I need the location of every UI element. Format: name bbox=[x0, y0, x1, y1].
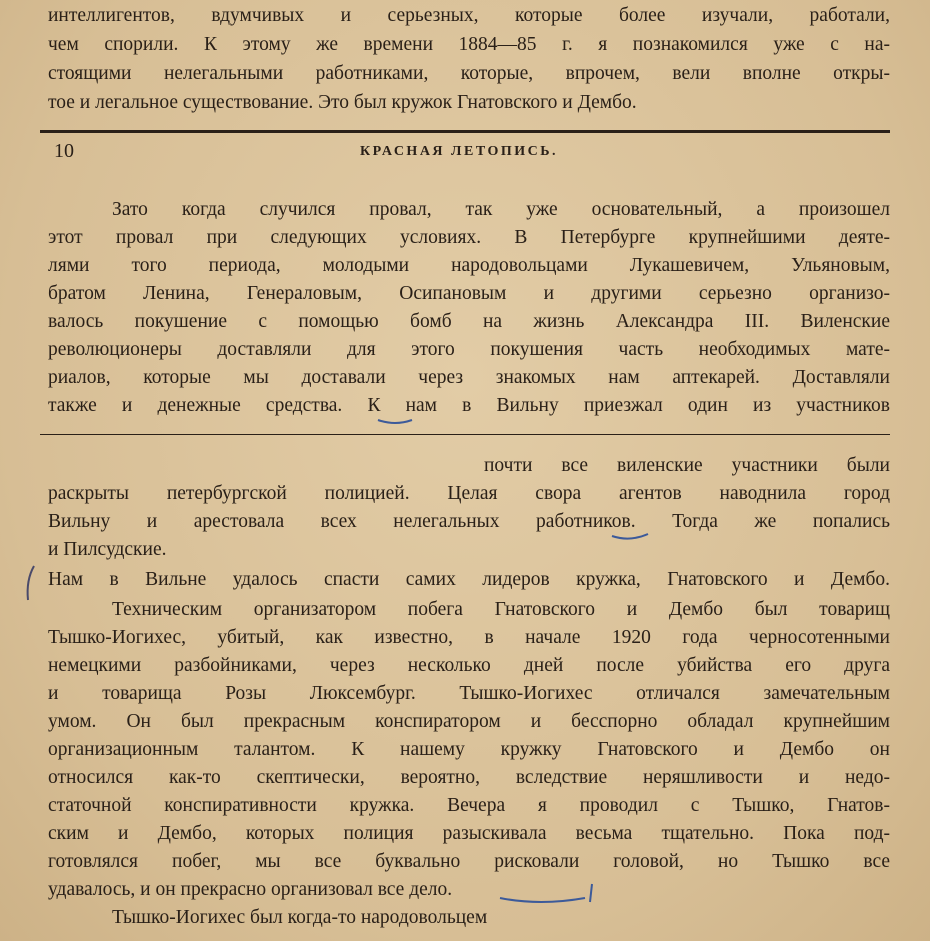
text-line: Зато когда случился провал, так уже основательный, а произошел bbox=[112, 199, 890, 220]
text-line: Техническим организатором побега Гнатовского и Дембо был товарищ bbox=[112, 599, 890, 620]
text-line: почти все виленские участники были bbox=[484, 455, 890, 476]
text-line: Нам в Вильне удалось спасти самих лидеров кружка, Гнатовского и Дембо. bbox=[48, 569, 890, 590]
text-line: относился как-то скептически, вероятно, вследствие неряшливости и недо- bbox=[48, 767, 890, 788]
text-line: риалов, которые мы доставали через знакомых нам аптекарей. Доставляли bbox=[48, 367, 890, 388]
text-line: умом. Он был прекрасным конспиратором и бесспорно обладал крупнейшим bbox=[48, 711, 890, 732]
margin-bracket-mark bbox=[28, 566, 34, 600]
text-line: Тышко-Иогихес, убитый, как известно, в начале 1920 года черносотенными bbox=[48, 627, 890, 648]
text-line: стоящими нелегальными работниками, которые, впрочем, вели вполне откры- bbox=[48, 63, 890, 84]
text-line: удавалось, и он прекрасно организовал все дело. bbox=[48, 879, 453, 900]
text-line: готовлялся побег, мы все буквально рисковали головой, но Тышко все bbox=[48, 851, 890, 872]
text-line: братом Ленина, Генераловым, Осипановым и другими серьезно организо- bbox=[48, 283, 890, 304]
text-line: раскрыты петербургской полицией. Целая свора агентов наводнила город bbox=[48, 483, 890, 504]
text-line: тое и легальное существование. Это был кружок Гнатовского и Дембо. bbox=[48, 92, 637, 113]
underline-mark bbox=[378, 420, 412, 423]
text-line: Тышко-Иогихес был когда-то народовольцем bbox=[112, 907, 488, 928]
text-line: организационным талантом. К нашему кружку Гнатовского и Дембо он bbox=[48, 739, 890, 760]
running-title: КРАСНАЯ ЛЕТОПИСЬ. bbox=[360, 144, 559, 159]
text-line: валось покушение с помощью бомб на жизнь Александра III. Виленские bbox=[48, 311, 890, 332]
text-line: этот провал при следующих условиях. В Петербурге крупнейшими деяте- bbox=[48, 227, 890, 248]
text-line: и товарища Розы Люксембург. Тышко-Иогихес отличался замечательным bbox=[48, 683, 890, 704]
text-line: лями того периода, молодыми народовольцами Лукашевичем, Ульяновым, bbox=[48, 255, 890, 276]
page-number: 10 bbox=[54, 140, 74, 162]
underline-mark bbox=[500, 898, 585, 902]
text-line: немецкими разбойниками, через несколько дней после убийства его друга bbox=[48, 655, 890, 676]
text-line: и Пилсудские. bbox=[48, 539, 167, 560]
text-line: интеллигентов, вдумчивых и серьезных, которые более изучали, работали, bbox=[48, 5, 890, 26]
text-line: ским и Дембо, которых полиция разыскивала весьма тщательно. Пока под- bbox=[48, 823, 890, 844]
text-line: статочной конспиративности кружка. Вечера я проводил с Тышко, Гнатов- bbox=[48, 795, 890, 816]
text-line: революционеры доставляли для этого покушения часть необходимых мате- bbox=[48, 339, 890, 360]
pen-stroke-mark bbox=[590, 884, 592, 902]
text-line: чем спорили. К этому же времени 1884—85 г. я познакомился уже с на- bbox=[48, 34, 890, 55]
text-line: Вильну и арестовала всех нелегальных работников. Тогда же попались bbox=[48, 511, 890, 532]
underline-mark bbox=[612, 534, 648, 539]
text-line: также и денежные средства. К нам в Вильну приезжал один из участников bbox=[48, 395, 890, 416]
